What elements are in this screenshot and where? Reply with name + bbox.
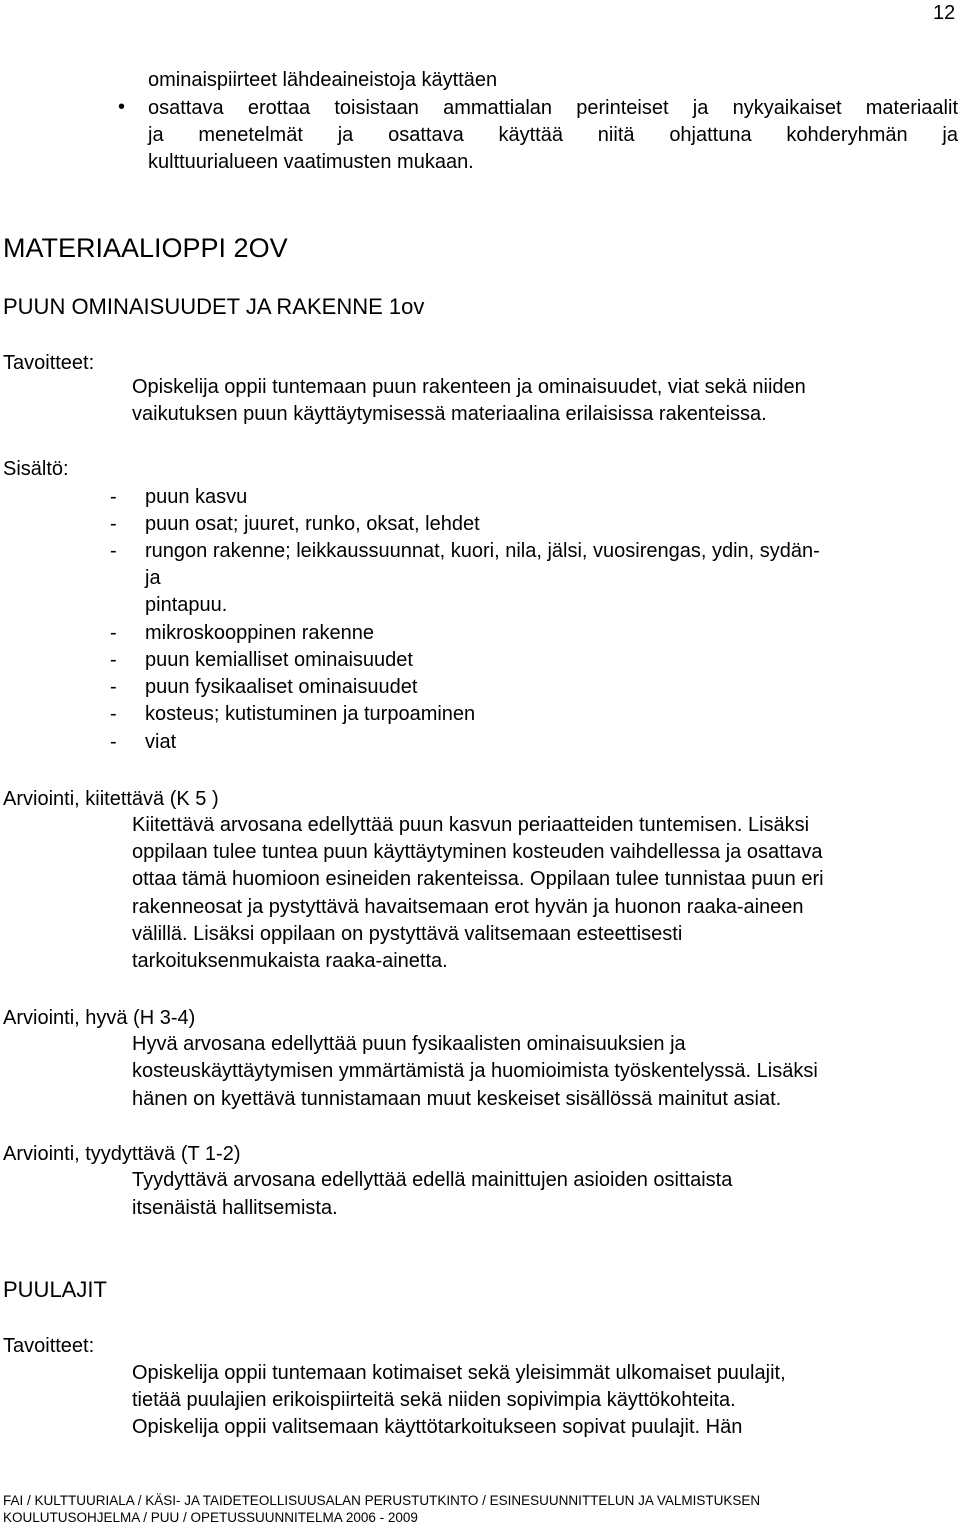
list-item-text: puun kemialliset ominaisuudet [145, 649, 413, 671]
list-item-text: puun kasvu [145, 486, 248, 508]
page-number: 12 [933, 2, 956, 24]
footer-line: KOULUTUSOHJELMA / PUU / OPETUSSUUNNITELMA 2006 - 2009 [3, 1510, 418, 1525]
list-dash: - [110, 676, 117, 698]
goals-text-line: Opiskelija oppii tuntemaan puun rakenteen ja ominaisuudet, viat sekä niiden [132, 376, 806, 398]
grade-excellent-label: Arviointi, kiitettävä (K 5 ) [3, 788, 219, 810]
grade-text-line: ottaa tämä huomioon esineiden rakenteissa. Oppilaan tulee tunnistaa puun eri [132, 868, 824, 890]
list-dash: - [110, 513, 117, 535]
list-item [110, 484, 248, 511]
grade-good-label: Arviointi, hyvä (H 3-4) [3, 1007, 196, 1029]
list-item-text: viat [145, 731, 177, 753]
grade-text-line: Hyvä arvosana edellyttää puun fysikaalisten ominaisuuksien ja [132, 1033, 686, 1055]
list-item-text: puun fysikaaliset ominaisuudet [145, 676, 418, 698]
list-item-text: kosteus; kutistuminen ja turpoaminen [145, 703, 476, 725]
list-dash: - [110, 622, 117, 644]
grade-text-line: välillä. Lisäksi oppilaan on pystyttävä valitsemaan esteettisesti [132, 923, 683, 945]
goals-text-line: Opiskelija oppii valitsemaan käyttötarkoitukseen sopivat puulajit. Hän [132, 1416, 743, 1438]
list-dash: - [110, 731, 117, 753]
goals-label: Tavoitteet: [3, 1335, 95, 1357]
grade-text-line: kosteuskäyttäytymisen ymmärtämistä ja huomioimista työskentelyssä. Lisäksi [132, 1060, 818, 1082]
section-title: MATERIAALIOPPI 2OV [3, 233, 288, 263]
list-item-text: puun osat; juuret, runko, oksat, lehdet [145, 513, 480, 535]
list-item [110, 620, 375, 647]
bullet-icon: • [118, 96, 126, 118]
grade-satisfactory-label: Arviointi, tyydyttävä (T 1-2) [3, 1143, 241, 1165]
list-dash: - [110, 486, 117, 508]
grade-text-line: Kiitettävä arvosana edellyttää puun kasvun periaatteiden tuntemisen. Lisäksi [132, 814, 810, 836]
goals-text-line: Opiskelija oppii tuntemaan kotimaiset sekä yleisimmät ulkomaiset puulajit, [132, 1362, 786, 1384]
intro-bullet-line: osattava erottaa toisistaan ammattialan perinteiset ja nykyaikaiset materiaalit [148, 97, 958, 119]
list-dash: - [110, 649, 117, 671]
list-item-continuation: ja [145, 567, 161, 589]
intro-bullet-line: ja menetelmät ja osattava käyttää niitä ohjattuna kohderyhmän ja [148, 124, 958, 146]
list-item [110, 674, 418, 701]
list-dash: - [110, 540, 117, 562]
list-item-text: mikroskooppinen rakenne [145, 622, 375, 644]
goals-text-line: vaikutuksen puun käyttäytymisessä materiaalina erilaisissa rakenteissa. [132, 403, 767, 425]
intro-bullet-line: kulttuurialueen vaatimusten mukaan. [148, 151, 474, 173]
footer-line: FAI / KULTTUURIALA / KÄSI- JA TAIDETEOLLISUUSALAN PERUSTUTKINTO / ESINESUUNNITTELUN JA VALMISTUKSEN [3, 1493, 761, 1508]
list-item-continuation: pintapuu. [145, 594, 228, 616]
intro-line: ominaispiirteet lähdeaineistoja käyttäen [148, 69, 498, 91]
grade-text-line: hänen on kyettävä tunnistamaan muut keskeiset sisällössä mainitut asiat. [132, 1088, 782, 1110]
goals-text-line: tietää puulajien erikoispiirteitä sekä niiden sopivimpia käyttökohteita. [132, 1389, 736, 1411]
grade-text-line: oppilaan tulee tuntea puun käyttäytyminen kosteuden vaihdellessa ja osattava [132, 841, 823, 863]
list-item [110, 729, 177, 756]
grade-text-line: rakenneosat ja pystyttävä havaitsemaan erot hyvän ja huonon raaka-aineen [132, 896, 804, 918]
list-item [110, 538, 820, 565]
list-item [110, 647, 413, 674]
section2-title: PUULAJIT [3, 1277, 107, 1302]
grade-text-line: Tyydyttävä arvosana edellyttää edellä mainittujen asioiden osittaista [132, 1169, 733, 1191]
list-item-text: rungon rakenne; leikkaussuunnat, kuori, nila, jälsi, vuosirengas, ydin, sydän- [145, 540, 820, 562]
section-subtitle: PUUN OMINAISUUDET JA RAKENNE 1ov [3, 294, 425, 319]
goals-label: Tavoitteet: [3, 352, 95, 374]
list-dash: - [110, 703, 117, 725]
grade-text-line: itsenäistä hallitsemista. [132, 1197, 338, 1219]
list-item [110, 511, 480, 538]
content-label: Sisältö: [3, 458, 69, 480]
grade-text-line: tarkoituksenmukaista raaka-ainetta. [132, 950, 448, 972]
list-item [110, 701, 476, 728]
